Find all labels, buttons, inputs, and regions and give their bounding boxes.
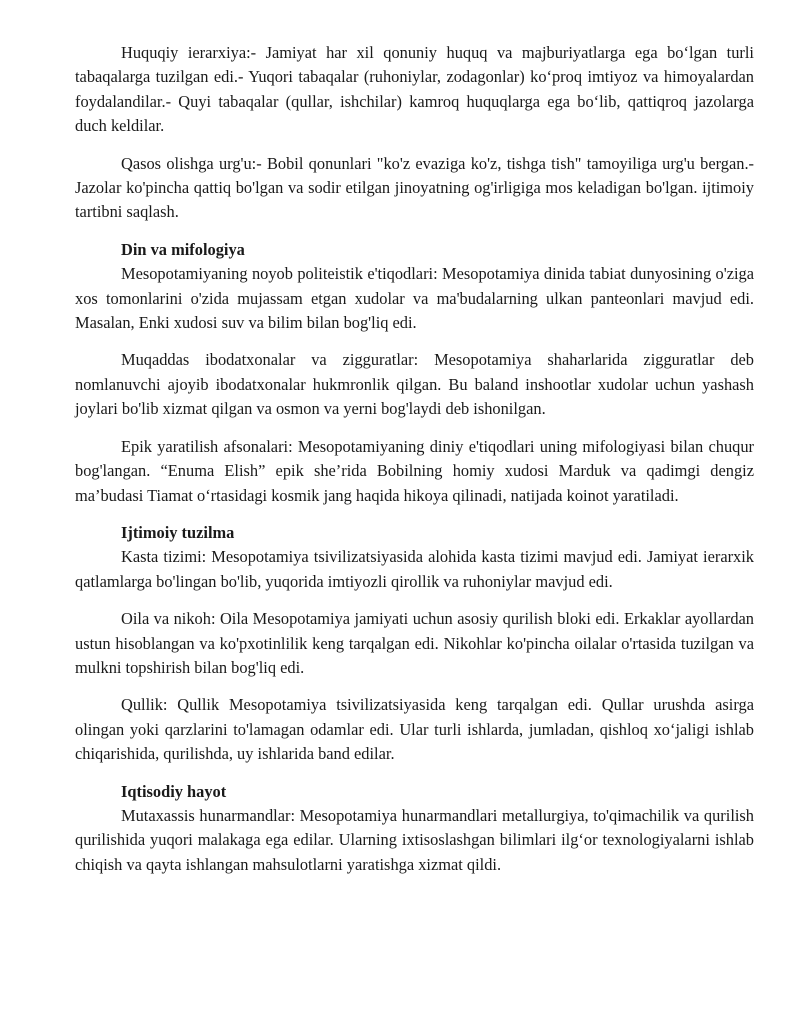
paragraph: Oila va nikoh: Oila Mesopotamiya jamiyati uchun asosiy qurilish bloki edi. Erkaklar ayollardan ustun hisoblangan va ko'pxotinlilik keng tarqalgan edi. Nikohlar ko'pincha oilalar o'rtasida tuzilgan va mulkni topshirish bilan bog'liq edi. <box>75 609 754 677</box>
paragraph-legal-hierarchy: Huquqiy ierarxiya:- Jamiyat har xil qonuniy huquq va majburiyatlarga ega bo‘lgan turli tabaqalarga tuzilgan edi.- Yuqori tabaqalar (ruhoniylar, zodagonlar) ko‘proq imtiyoz va himoyalardan foydalandilar.- Quyi tabaqalar (qullar, ishchilar) kamroq huquqlarga ega bo‘lib, qattiqroq jazolarga duch keldilar. <box>75 43 754 136</box>
paragraph: Kasta tizimi: Mesopotamiya tsivilizatsiyasida alohida kasta tizimi mavjud edi. Jamiyat ierarxik qatlamlarga bo'lingan bo'lib, yuqorida imtiyozli qirollik va ruhoniylar mavjud edi. <box>75 547 754 591</box>
section-heading: Iqtisodiy hayot <box>121 781 227 801</box>
section-social-structure <box>75 521 754 767</box>
section-religion <box>75 238 754 508</box>
section-heading: Din va mifologiya <box>121 239 245 259</box>
paragraph: Mesopotamiyaning noyob politeistik e'tiqodlari: Mesopotamiya dinida tabiat dunyosining o'ziga xos tomonlarini o'zida mujassam etgan xudolar va ma'budalarning ulkan panteonlari mavjud edi. Masalan, Enki xudosi suv va bilim bilan bog'liq edi. <box>75 264 754 333</box>
section-economic-life <box>75 780 754 878</box>
paragraph: Epik yaratilish afsonalari: Mesopotamiyaning diniy e'tiqodlari uning mifologiyasi bilan chuqur bog'langan. “Enuma Elish” epik she’rida Bobilning homiy xudosi Marduk va qadimgi dengiz ma’budasi Tiamat o‘rtasidagi kosmik jang haqida hikoya qilinadi, natijada koinot yaratiladi. <box>75 436 754 505</box>
paragraph: Qullik: Qullik Mesopotamiya tsivilizatsiyasida keng tarqalgan edi. Qullar urushda asirga olingan yoki qarzlarini to'lamagan odamlar edi. Ular turli ishlarda, jumladan, qishloq xo‘jaligi ishlab chiqarishida, qurilishda, uy ishlarida band edilar. <box>75 695 754 764</box>
section-heading: Ijtimoiy tuzilma <box>121 522 235 542</box>
paragraph-retribution: Qasos olishga urg'u:- Bobil qonunlari "ko'z evaziga ko'z, tishga tish" tamoyiliga urg'u bergan.- Jazolar ko'pincha qattiq bo'lgan va sodir etilgan jinoyatning og'irligiga mos keladigan bo'lgan. ijtimoiy tartibni saqlash. <box>75 153 754 222</box>
paragraph: Muqaddas ibodatxonalar va zigguratlar: Mesopotamiya shaharlarida zigguratlar deb nomlanuvchi ajoyib ibodatxonalar hukmronlik qilgan. Bu baland inshootlar xudolar uchun yashash joylari bo'lib xizmat qilgan va osmon va yerni bog'laydi deb ishonilgan. <box>75 350 754 419</box>
paragraph: Mutaxassis hunarmandlar: Mesopotamiya hunarmandlari metallurgiya, to'qimachilik va qurilish qurilishida yuqori malakaga ega edilar. Ularning ixtisoslashgan bilimlari ilg‘or texnologiyalarni ishlab chiqish va qayta ishlangan mahsulotlarni yaratishga xizmat qildi. <box>75 805 754 874</box>
